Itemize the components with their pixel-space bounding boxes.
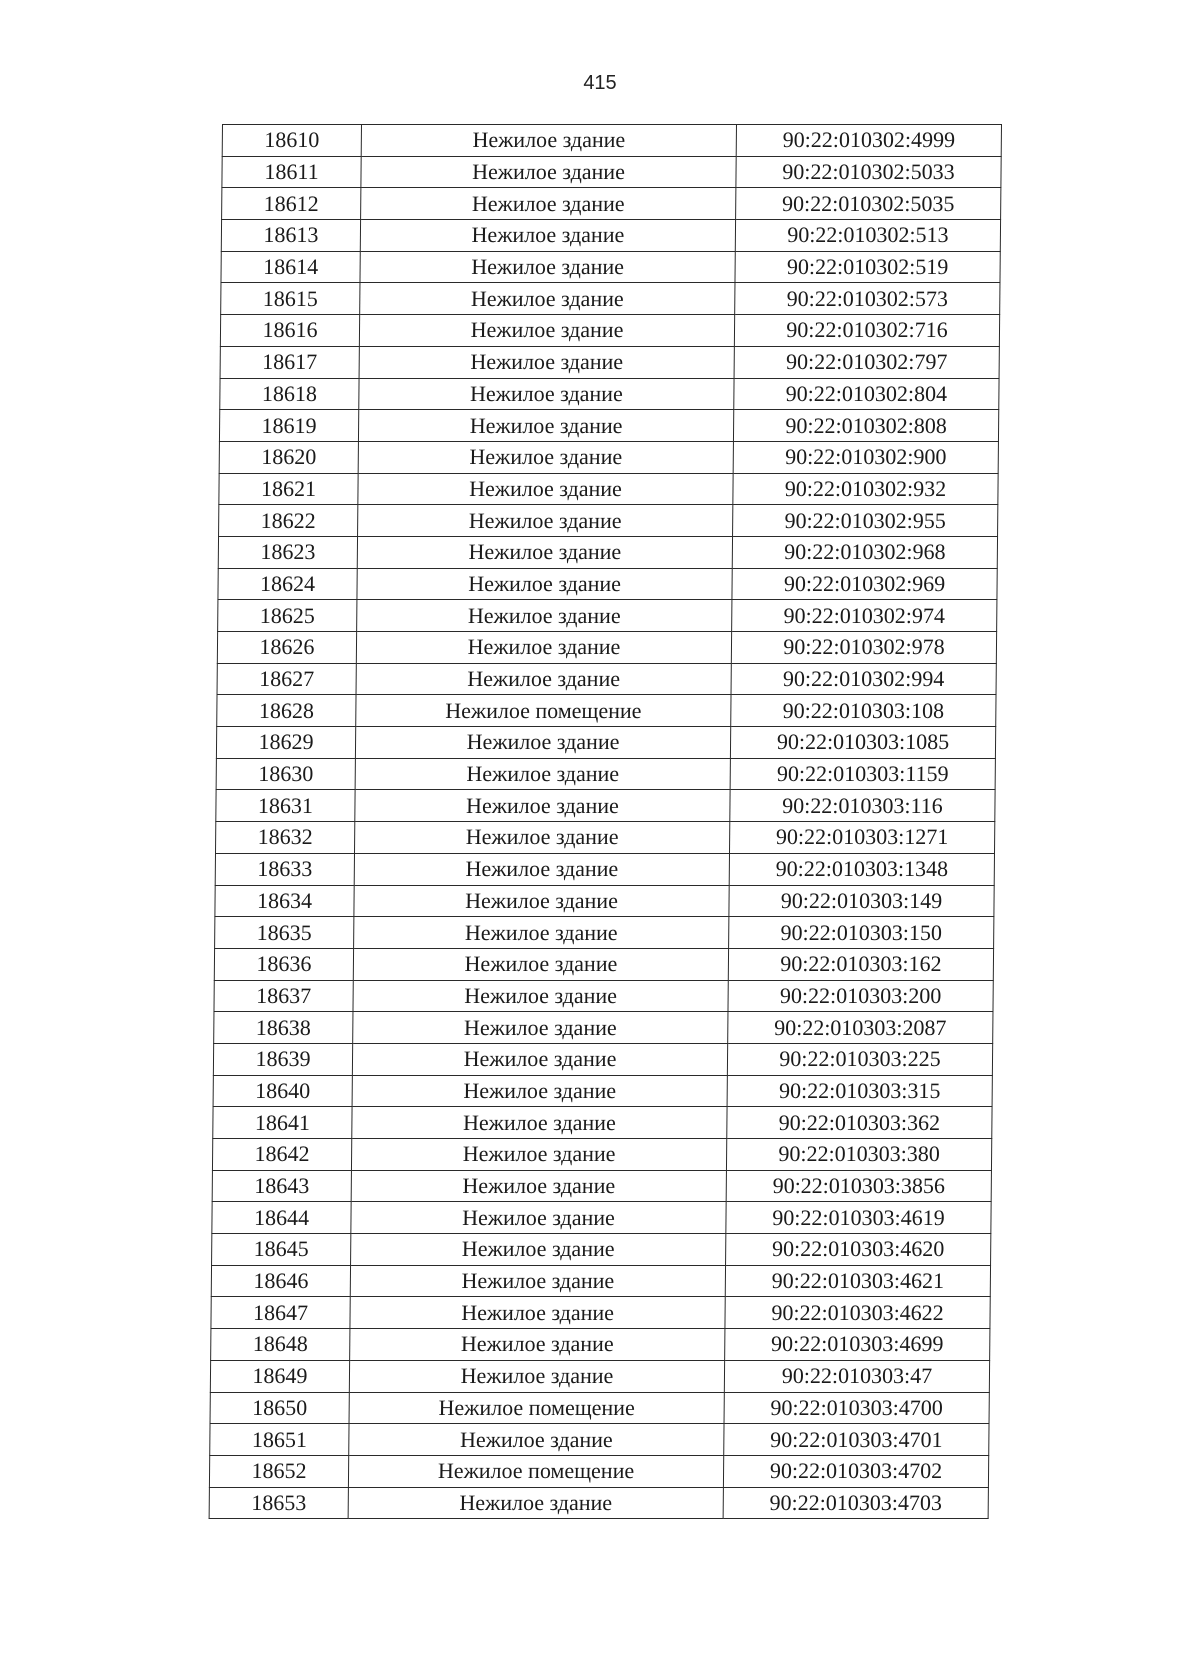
object-type-cell: Нежилое здание — [349, 1360, 724, 1392]
row-number-cell: 18632 — [215, 822, 354, 854]
row-number-cell: 18627 — [217, 663, 356, 695]
row-number-cell: 18615 — [221, 283, 360, 315]
object-type-cell: Нежилое здание — [353, 980, 728, 1012]
table-row — [215, 885, 994, 917]
object-type-cell: Нежилое здание — [359, 410, 734, 442]
object-type-cell: Нежилое здание — [358, 473, 733, 505]
table-row — [221, 220, 1000, 252]
row-number-cell: 18625 — [218, 600, 357, 632]
row-number-cell: 18646 — [211, 1265, 350, 1297]
cadastral-number-cell: 90:22:010303:4620 — [726, 1234, 991, 1266]
row-number-cell: 18641 — [213, 1107, 352, 1139]
cadastral-number-cell: 90:22:010303:47 — [724, 1360, 989, 1392]
row-number-cell: 18637 — [214, 980, 353, 1012]
cadastral-number-cell: 90:22:010303:4622 — [725, 1297, 990, 1329]
cadastral-number-cell: 90:22:010303:200 — [728, 980, 993, 1012]
cadastral-number-cell: 90:22:010303:225 — [727, 1043, 992, 1075]
row-number-cell: 18647 — [211, 1297, 350, 1329]
table-row — [220, 346, 999, 378]
table-row — [213, 1107, 992, 1139]
table-row — [212, 1170, 991, 1202]
object-type-cell: Нежилое здание — [360, 251, 735, 283]
row-number-cell: 18613 — [221, 220, 360, 252]
row-number-cell: 18634 — [215, 885, 354, 917]
row-number-cell: 18649 — [210, 1360, 349, 1392]
table-row — [218, 600, 997, 632]
table-row — [219, 505, 998, 537]
cadastral-number-cell: 90:22:010303:4700 — [724, 1392, 989, 1424]
object-type-cell: Нежилое здание — [360, 220, 735, 252]
object-type-cell: Нежилое здание — [355, 727, 730, 759]
object-type-cell: Нежилое здание — [352, 1043, 727, 1075]
table-row — [210, 1424, 989, 1456]
object-type-cell: Нежилое здание — [357, 568, 732, 600]
table-row — [210, 1392, 989, 1424]
row-number-cell: 18624 — [218, 568, 357, 600]
object-type-cell: Нежилое здание — [351, 1202, 726, 1234]
object-type-cell: Нежилое здание — [361, 125, 736, 157]
table-row — [219, 441, 998, 473]
object-type-cell: Нежилое здание — [352, 1139, 727, 1171]
object-type-cell: Нежилое здание — [353, 948, 728, 980]
cadastral-number-cell: 90:22:010302:4999 — [736, 125, 1001, 157]
table-row — [215, 822, 994, 854]
row-number-cell: 18638 — [214, 1012, 353, 1044]
table-row — [216, 727, 995, 759]
object-type-cell: Нежилое здание — [351, 1170, 726, 1202]
cadastral-number-cell: 90:22:010303:1085 — [730, 727, 995, 759]
object-type-cell: Нежилое здание — [350, 1265, 725, 1297]
row-number-cell: 18611 — [222, 156, 361, 188]
row-number-cell: 18630 — [216, 758, 355, 790]
table-row — [211, 1329, 990, 1361]
cadastral-number-cell: 90:22:010303:150 — [729, 917, 994, 949]
table-row — [211, 1265, 990, 1297]
table-row — [214, 980, 993, 1012]
table-row — [218, 568, 997, 600]
cadastral-number-cell: 90:22:010303:108 — [731, 695, 996, 727]
table-row — [211, 1297, 990, 1329]
row-number-cell: 18645 — [212, 1234, 351, 1266]
table-row — [222, 125, 1001, 157]
cadastral-number-cell: 90:22:010302:808 — [733, 410, 998, 442]
table-row — [222, 156, 1001, 188]
cadastral-number-cell: 90:22:010302:955 — [733, 505, 998, 537]
object-type-cell: Нежилое здание — [357, 600, 732, 632]
object-type-cell: Нежилое здание — [359, 346, 734, 378]
row-number-cell: 18642 — [212, 1139, 351, 1171]
cadastral-number-cell: 90:22:010302:5035 — [736, 188, 1001, 220]
table-row — [219, 473, 998, 505]
cadastral-number-cell: 90:22:010303:1159 — [730, 758, 995, 790]
row-number-cell: 18635 — [215, 917, 354, 949]
object-type-cell: Нежилое здание — [350, 1329, 725, 1361]
table-row — [221, 283, 1000, 315]
row-number-cell: 18619 — [219, 410, 358, 442]
object-type-cell: Нежилое помещение — [356, 695, 731, 727]
table-row — [217, 632, 996, 664]
cadastral-number-cell: 90:22:010302:519 — [735, 251, 1000, 283]
row-number-cell: 18643 — [212, 1170, 351, 1202]
cadastral-number-cell: 90:22:010302:5033 — [736, 156, 1001, 188]
property-table — [209, 124, 1002, 1519]
table-row — [218, 536, 997, 568]
table-row — [220, 378, 999, 410]
row-number-cell: 18620 — [219, 441, 358, 473]
table-row — [212, 1234, 991, 1266]
table-row — [216, 790, 995, 822]
table-row — [212, 1139, 991, 1171]
cadastral-number-cell: 90:22:010302:994 — [731, 663, 996, 695]
object-type-cell: Нежилое здание — [353, 1012, 728, 1044]
object-type-cell: Нежилое здание — [359, 315, 734, 347]
object-type-cell: Нежилое здание — [355, 790, 730, 822]
row-number-cell: 18648 — [211, 1329, 350, 1361]
cadastral-number-cell: 90:22:010302:573 — [735, 283, 1000, 315]
table-row — [219, 410, 998, 442]
row-number-cell: 18617 — [220, 346, 359, 378]
cadastral-number-cell: 90:22:010302:797 — [734, 346, 999, 378]
cadastral-number-cell: 90:22:010303:116 — [730, 790, 995, 822]
table-row — [213, 1043, 992, 1075]
row-number-cell: 18651 — [210, 1424, 349, 1456]
row-number-cell: 18629 — [216, 727, 355, 759]
cadastral-number-cell: 90:22:010303:4621 — [725, 1265, 990, 1297]
object-type-cell: Нежилое здание — [355, 758, 730, 790]
table-row — [220, 315, 999, 347]
row-number-cell: 18639 — [213, 1043, 352, 1075]
row-number-cell: 18621 — [219, 473, 358, 505]
row-number-cell: 18652 — [209, 1455, 348, 1487]
object-type-cell: Нежилое здание — [358, 505, 733, 537]
cadastral-number-cell: 90:22:010303:380 — [726, 1139, 991, 1171]
cadastral-number-cell: 90:22:010302:978 — [731, 632, 996, 664]
object-type-cell: Нежилое здание — [356, 632, 731, 664]
row-number-cell: 18610 — [222, 125, 361, 157]
table-row — [215, 853, 994, 885]
table-row — [210, 1360, 989, 1392]
object-type-cell: Нежилое помещение — [348, 1455, 723, 1487]
table-row — [213, 1075, 992, 1107]
object-type-cell: Нежилое здание — [352, 1075, 727, 1107]
table-row — [217, 695, 996, 727]
cadastral-number-cell: 90:22:010302:968 — [732, 536, 997, 568]
object-type-cell: Нежилое здание — [355, 822, 730, 854]
object-type-cell: Нежилое здание — [352, 1107, 727, 1139]
cadastral-number-cell: 90:22:010303:3856 — [726, 1170, 991, 1202]
object-type-cell: Нежилое здание — [359, 378, 734, 410]
object-type-cell: Нежилое помещение — [349, 1392, 724, 1424]
cadastral-number-cell: 90:22:010302:804 — [734, 378, 999, 410]
row-number-cell: 18618 — [220, 378, 359, 410]
object-type-cell: Нежилое здание — [348, 1487, 723, 1519]
cadastral-number-cell: 90:22:010302:716 — [734, 315, 999, 347]
row-number-cell: 18650 — [210, 1392, 349, 1424]
object-type-cell: Нежилое здание — [360, 283, 735, 315]
property-table-body — [209, 125, 1001, 1519]
object-type-cell: Нежилое здание — [354, 917, 729, 949]
object-type-cell: Нежилое здание — [351, 1234, 726, 1266]
row-number-cell: 18631 — [216, 790, 355, 822]
row-number-cell: 18636 — [214, 948, 353, 980]
cadastral-number-cell: 90:22:010303:4701 — [724, 1424, 989, 1456]
object-type-cell: Нежилое здание — [358, 441, 733, 473]
row-number-cell: 18644 — [212, 1202, 351, 1234]
cadastral-number-cell: 90:22:010303:4703 — [723, 1487, 988, 1519]
table-row — [214, 1012, 993, 1044]
cadastral-number-cell: 90:22:010303:362 — [727, 1107, 992, 1139]
table-row — [221, 251, 1000, 283]
cadastral-number-cell: 90:22:010303:4699 — [725, 1329, 990, 1361]
cadastral-number-cell: 90:22:010303:149 — [729, 885, 994, 917]
table-row — [212, 1202, 991, 1234]
row-number-cell: 18653 — [209, 1487, 348, 1519]
table-row — [209, 1455, 988, 1487]
object-type-cell: Нежилое здание — [354, 853, 729, 885]
object-type-cell: Нежилое здание — [349, 1424, 724, 1456]
object-type-cell: Нежилое здание — [361, 156, 736, 188]
cadastral-number-cell: 90:22:010302:974 — [732, 600, 997, 632]
row-number-cell: 18628 — [217, 695, 356, 727]
table-row — [215, 917, 994, 949]
cadastral-number-cell: 90:22:010303:4619 — [726, 1202, 991, 1234]
row-number-cell: 18633 — [215, 853, 354, 885]
object-type-cell: Нежилое здание — [357, 536, 732, 568]
cadastral-number-cell: 90:22:010303:1271 — [730, 822, 995, 854]
page-number: 415 — [583, 72, 617, 94]
table-row — [217, 663, 996, 695]
row-number-cell: 18622 — [219, 505, 358, 537]
row-number-cell: 18626 — [217, 632, 356, 664]
cadastral-number-cell: 90:22:010302:969 — [732, 568, 997, 600]
row-number-cell: 18612 — [222, 188, 361, 220]
cadastral-number-cell: 90:22:010303:315 — [727, 1075, 992, 1107]
row-number-cell: 18623 — [218, 536, 357, 568]
object-type-cell: Нежилое здание — [361, 188, 736, 220]
cadastral-number-cell: 90:22:010303:4702 — [723, 1455, 988, 1487]
object-type-cell: Нежилое здание — [350, 1297, 725, 1329]
table-row — [209, 1487, 988, 1519]
table-row — [216, 758, 995, 790]
object-type-cell: Нежилое здание — [354, 885, 729, 917]
cadastral-number-cell: 90:22:010302:513 — [735, 220, 1000, 252]
cadastral-number-cell: 90:22:010302:900 — [733, 441, 998, 473]
cadastral-number-cell: 90:22:010303:1348 — [729, 853, 994, 885]
row-number-cell: 18614 — [221, 251, 360, 283]
row-number-cell: 18616 — [220, 315, 359, 347]
table-row — [214, 948, 993, 980]
row-number-cell: 18640 — [213, 1075, 352, 1107]
object-type-cell: Нежилое здание — [356, 663, 731, 695]
cadastral-number-cell: 90:22:010302:932 — [733, 473, 998, 505]
cadastral-number-cell: 90:22:010303:2087 — [728, 1012, 993, 1044]
cadastral-number-cell: 90:22:010303:162 — [728, 948, 993, 980]
table-row — [222, 188, 1001, 220]
